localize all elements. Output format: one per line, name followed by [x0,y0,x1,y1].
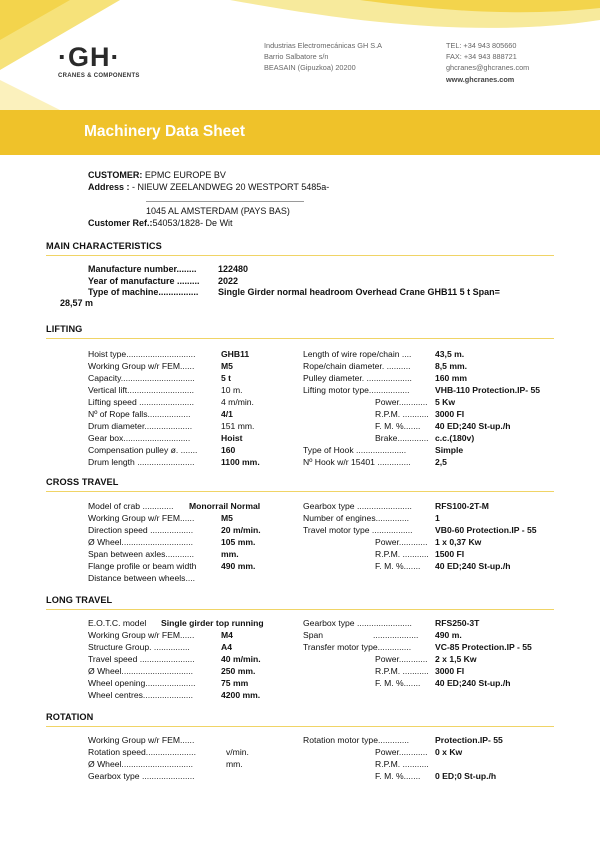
row-value: 160 mm [435,373,468,383]
email-address: ghcranes@ghcranes.com [446,63,530,73]
row-value: Simple [435,445,464,455]
row-label: Working Group w/r FEM...... [88,361,195,371]
row-label: F. M. %....... [375,771,421,781]
row-value: 43,5 m. [435,349,465,359]
row-label: Brake............. [375,433,429,443]
row-label: Working Group w/r FEM...... [88,630,195,640]
row-label: Ø Wheel.............................. [88,666,194,676]
row-label: Capacity............................... [88,373,195,383]
row-value: 40 ED;240 St-up./h [435,421,511,431]
row-label: R.P.M. ........... [375,549,429,559]
row-value: M5 [221,513,233,523]
row-label: Travel motor type ................. [303,525,413,535]
row-value: 40 m/min. [221,654,261,664]
row-label: Direction speed .................. [88,525,194,535]
fax-number: FAX: +34 943 888721 [446,52,517,62]
title-bar [0,110,600,155]
ref-value: 54053/1828- De Wit [152,218,233,228]
row-value: RFS250-3T [435,618,480,628]
row-label: Length of wire rope/chain .... [303,349,412,359]
row-label: Span between axles............ [88,549,195,559]
row-value: 490 m. [435,630,462,640]
row-value: Monorrail Normal [189,501,261,511]
row-label: Gear box............................ [88,433,191,443]
row-value: 1 x 0,37 Kw [435,537,482,547]
row-label: Wheel centres..................... [88,690,194,700]
row-value: A4 [221,642,232,652]
row-value: M4 [221,630,233,640]
section-heading-cross-travel: CROSS TRAVEL [46,477,119,487]
year-label: Year of manufacture ......... [88,275,200,286]
row-value: Protection.IP- 55 [435,735,503,745]
row-label: Power............ [375,397,428,407]
row-label: Flange profile or beam width [88,561,197,571]
phone-number: TEL: +34 943 805660 [446,41,517,50]
customer-value: EPMC EUROPE BV [142,170,226,180]
row-label: R.P.M. ........... [375,666,429,676]
customer-line [88,169,226,181]
row-value: 5 Kw [435,397,456,407]
row-value: 1100 mm. [221,457,260,467]
section-heading-rotation: ROTATION [46,712,94,722]
section-divider [46,255,554,256]
section-divider [46,338,554,339]
row-value: 10 m. [221,385,243,395]
ref-label: Customer Ref.: [88,218,153,228]
row-label: Number of engines.............. [303,513,410,523]
row-value: c.c.(180v) [435,433,475,443]
row-value: 105 mm. [221,537,256,547]
row-label: Power............ [375,537,428,547]
row-label: R.P.M. ........... [375,759,429,769]
row-value: 2,5 [435,457,447,467]
row-value: v/min. [226,747,249,757]
address-underline [146,201,304,202]
website-link[interactable]: www.ghcranes.com [446,74,515,84]
row-label: Model of crab ............. [88,501,174,511]
page-title: Machinery Data Sheet [84,123,246,140]
section-heading-long-travel: LONG TRAVEL [46,595,113,605]
company-logo [58,42,140,79]
row-value: VC-85 Protection.IP - 55 [435,642,532,652]
row-value: 151 mm. [221,421,255,431]
row-label: F. M. %....... [375,421,421,431]
row-label: F. M. %....... [375,678,421,688]
section-divider [46,609,554,610]
row-label: Span [303,630,324,640]
row-value: GHB11 [221,349,250,359]
row-value: 0 ED;0 St-up./h [435,771,497,781]
row-label: Gearbox type ....................... [303,501,412,511]
row-label: Hoist type............................. [88,349,196,359]
address-line-2: 1045 AL AMSTERDAM (PAYS BAS) [146,206,290,216]
address-line-1 [88,181,329,193]
row-label: Power............ [375,654,428,664]
row-value: 0 x Kw [435,747,463,757]
row-value: 1500 FI [435,549,465,559]
section-divider [46,491,554,492]
row-value: 40 ED;240 St-up./h [435,678,511,688]
company-contact [446,40,529,85]
row-value: 5 t [221,373,232,383]
year-value: 2022 [218,275,239,286]
address-line: Industrias Electromecánicas GH S.A [264,41,383,50]
row-value: 1 [435,513,440,523]
row-label: Nº Hook w/r 15401 .............. [303,457,411,467]
row-label: Distance between wheels.... [88,573,196,583]
row-value: 40 ED;240 St-up./h [435,561,511,571]
row-value: 4 m/min. [221,397,254,407]
row-value: Hoist [221,433,243,443]
row-label: Power............ [375,747,428,757]
row-label: Lifting motor type................. [303,385,410,395]
logo-mark: ·GH· [58,42,121,72]
manufacture-label: Manufacture number........ [88,264,197,274]
row-value: 2 x 1,5 Kw [435,654,477,664]
row-label: Drum length ........................ [88,457,195,467]
row-value: 250 mm. [221,666,256,676]
row-label: E.O.T.C. model [88,618,147,628]
row-value: VB0-60 Protection.IP - 55 [435,525,537,535]
row-value: mm. [226,759,243,769]
customer-ref [88,217,233,229]
row-label: Nº of Rope falls.................. [88,409,191,419]
row-label: Lifting speed ....................... [88,397,195,407]
row-value: 20 m/min. [221,525,261,535]
address-line: BEASAIN (Gipuzkoa) 20200 [264,63,356,73]
row-label: Wheel opening..................... [88,678,196,688]
row-dots: ................... [373,630,419,640]
company-address [264,40,382,74]
type-value: Single Girder normal headroom Overhead Crane GHB11 5 t Span= [218,287,500,297]
row-value: 3000 FI [435,666,465,676]
row-label: Transfer motor type.............. [303,642,412,652]
section-heading-main: MAIN CHARACTERISTICS [46,241,162,251]
row-label: Drum diameter.................... [88,421,193,431]
row-label: R.P.M. ........... [375,409,429,419]
row-label: Working Group w/r FEM...... [88,735,195,745]
row-value: mm. [221,549,239,559]
row-value: M5 [221,361,233,371]
row-label: Compensation pulley ø. ....... [88,445,198,455]
row-label: Ø Wheel.............................. [88,759,194,769]
address-value: - NIEUW ZEELANDWEG 20 WESTPORT 5485a- [129,182,330,192]
row-value: VHB-110 Protection.IP- 55 [435,385,541,395]
logo-subtitle: CRANES & COMPONENTS [58,73,140,79]
row-label: Rotation motor type............. [303,735,410,745]
type-value-continued: 28,57 m [60,298,94,308]
row-label: Structure Group. ............... [88,642,190,652]
row-value: 3000 FI [435,409,465,419]
row-label: Gearbox type ....................... [303,618,412,628]
row-label: Ø Wheel.............................. [88,537,194,547]
address-line: Barrio Salbatore s/n [264,52,329,62]
row-label: Travel speed ....................... [88,654,195,664]
row-label: F. M. %....... [375,561,421,571]
section-heading-lifting: LIFTING [46,324,83,334]
row-label: Rope/chain diameter. .......... [303,361,411,371]
row-label: Pulley diameter. ................... [303,373,412,383]
row-value: RFS100-2T-M [435,501,489,511]
row-label: Rotation speed..................... [88,747,196,757]
row-value: Single girder top running [161,618,264,628]
type-label: Type of machine................ [88,287,199,297]
row-label: Type of Hook ..................... [303,445,407,455]
row-value: 490 mm. [221,561,256,571]
manufacture-value: 122480 [218,264,249,274]
row-value: 8,5 mm. [435,361,468,371]
address-label: Address : [88,182,130,192]
row-label: Vertical lift............................ [88,385,195,395]
main-characteristics [88,264,500,299]
row-value: 160 [221,445,236,455]
section-divider [46,726,554,727]
row-value: 4/1 [221,409,233,419]
row-value: 4200 mm. [221,690,261,700]
row-label: Gearbox type ...................... [88,771,195,781]
row-label: Working Group w/r FEM...... [88,513,195,523]
customer-label: CUSTOMER: [88,170,143,180]
row-value: 75 mm [221,678,249,688]
